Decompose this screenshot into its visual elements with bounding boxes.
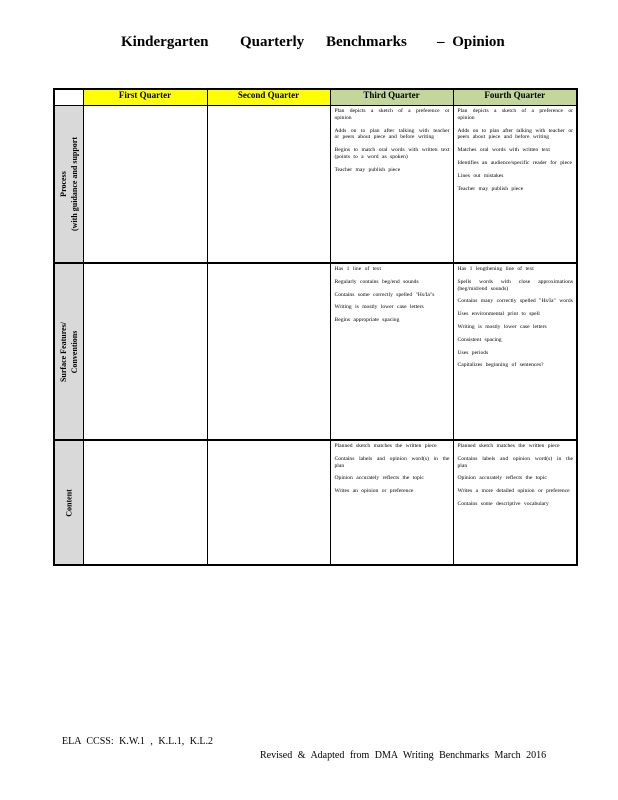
header-second-quarter: Second Quarter [207, 89, 330, 106]
table-row-surface-features [54, 263, 577, 440]
list-item: Teacher may publish piece [334, 166, 401, 173]
list-item: Contains many correctly spelled "Hs/Ia" words [457, 298, 573, 305]
list-item: Uses periods [457, 349, 489, 356]
row-label-process: Process [58, 171, 68, 197]
list-item: Consistent spacing [457, 336, 502, 343]
list-item: Capitalizes beginning of sentences? [457, 362, 544, 369]
list-item: Writing is mostly lower case letters [334, 304, 424, 311]
row-label-surface-features: Surface Features/ [58, 321, 68, 382]
list-item: Uses environmental print to spell [457, 311, 540, 318]
header-first-quarter: First Quarter [83, 89, 207, 106]
corner-cell [54, 89, 83, 106]
footer-standards: ELA CCSS: K.W.1 , K.L.1, K.L.2 [62, 736, 214, 747]
list-item: Plan depicts a sketch of a preference or opinion [457, 108, 573, 121]
list-item: Plan depicts a sketch of a preference or opinion [334, 108, 450, 121]
list-item: Opinion accurately reflects the topic [457, 475, 547, 482]
list-item: Has 1 lengthening line of text [457, 266, 534, 272]
cell-process-second [207, 106, 330, 264]
cell-process-third [330, 106, 453, 264]
title-quarterly: Quarterly [240, 34, 305, 50]
list-item: Adds on to plan after talking with teacher or peers about piece and before writing [334, 127, 450, 141]
list-item: Teacher may publish piece [457, 185, 524, 192]
footer-revised-note: Revised & Adapted from DMA Writing Benchmarks March 2016 [260, 750, 547, 761]
cell-content-second [207, 440, 330, 565]
title-benchmarks: Benchmarks [326, 34, 407, 50]
list-item: Planned sketch matches the written piece [334, 443, 437, 449]
header-row [54, 89, 577, 106]
list-item: Planned sketch matches the written piece [457, 443, 560, 449]
row-header-surface-features [54, 263, 83, 440]
cell-surface-second [207, 263, 330, 440]
cell-process-first [83, 106, 207, 264]
cell-surface-third [330, 263, 453, 440]
list-item: Writing is mostly lower case letters [457, 323, 547, 330]
cell-surface-first [83, 263, 207, 440]
table-row-process [54, 106, 577, 264]
list-item: Opinion accurately reflects the topic [334, 475, 424, 482]
list-item: Contains some descriptive vocabulary [457, 500, 549, 507]
list-item: Writes a more detailed opinion or preference [457, 488, 570, 495]
list-item: Spells words with close approximations (beg/mid/end sounds) [457, 278, 573, 292]
list-item: Contains labels and opinion word(s) in the plan [334, 455, 450, 469]
benchmarks-table [53, 88, 578, 566]
list-item: Regularly contains beg/end sounds [334, 278, 419, 285]
cell-process-fourth [453, 106, 577, 264]
cell-content-fourth [453, 440, 577, 565]
list-item: Begins appropriate spacing [334, 317, 400, 324]
list-item: Adds on to plan after talking with teacher or peers about piece and before writing [457, 127, 573, 141]
row-header-content [54, 440, 83, 565]
list-item: Begins to match oral words with written text (points to a word as spoken) [334, 147, 450, 160]
list-item: Writes an opinion or preference [334, 488, 414, 495]
table-row-content [54, 440, 577, 565]
row-sublabel-process: (with guidance and support [69, 136, 79, 232]
list-item: Lines out mistakes [457, 172, 504, 179]
list-item: Has 1 line of text [334, 266, 382, 272]
row-label-content: Content [64, 488, 74, 517]
list-item: Matches oral words with written text [457, 147, 550, 154]
row-sublabel-conventions: Conventions [69, 330, 79, 373]
list-item: Contains some correctly spelled "Hs/Ia"s [334, 291, 435, 298]
list-item: Identifies an audience/specific reader for piece [457, 159, 573, 166]
header-fourth-quarter: Fourth Quarter [453, 89, 577, 106]
list-item: Contains labels and opinion word(s) in the plan [457, 455, 573, 469]
cell-content-first [83, 440, 207, 565]
cell-content-third [330, 440, 453, 565]
title-genre: – Opinion [437, 34, 505, 50]
row-header-process [54, 106, 83, 264]
cell-surface-fourth [453, 263, 577, 440]
header-third-quarter: Third Quarter [330, 89, 453, 106]
title-grade: Kindergarten [121, 34, 209, 50]
